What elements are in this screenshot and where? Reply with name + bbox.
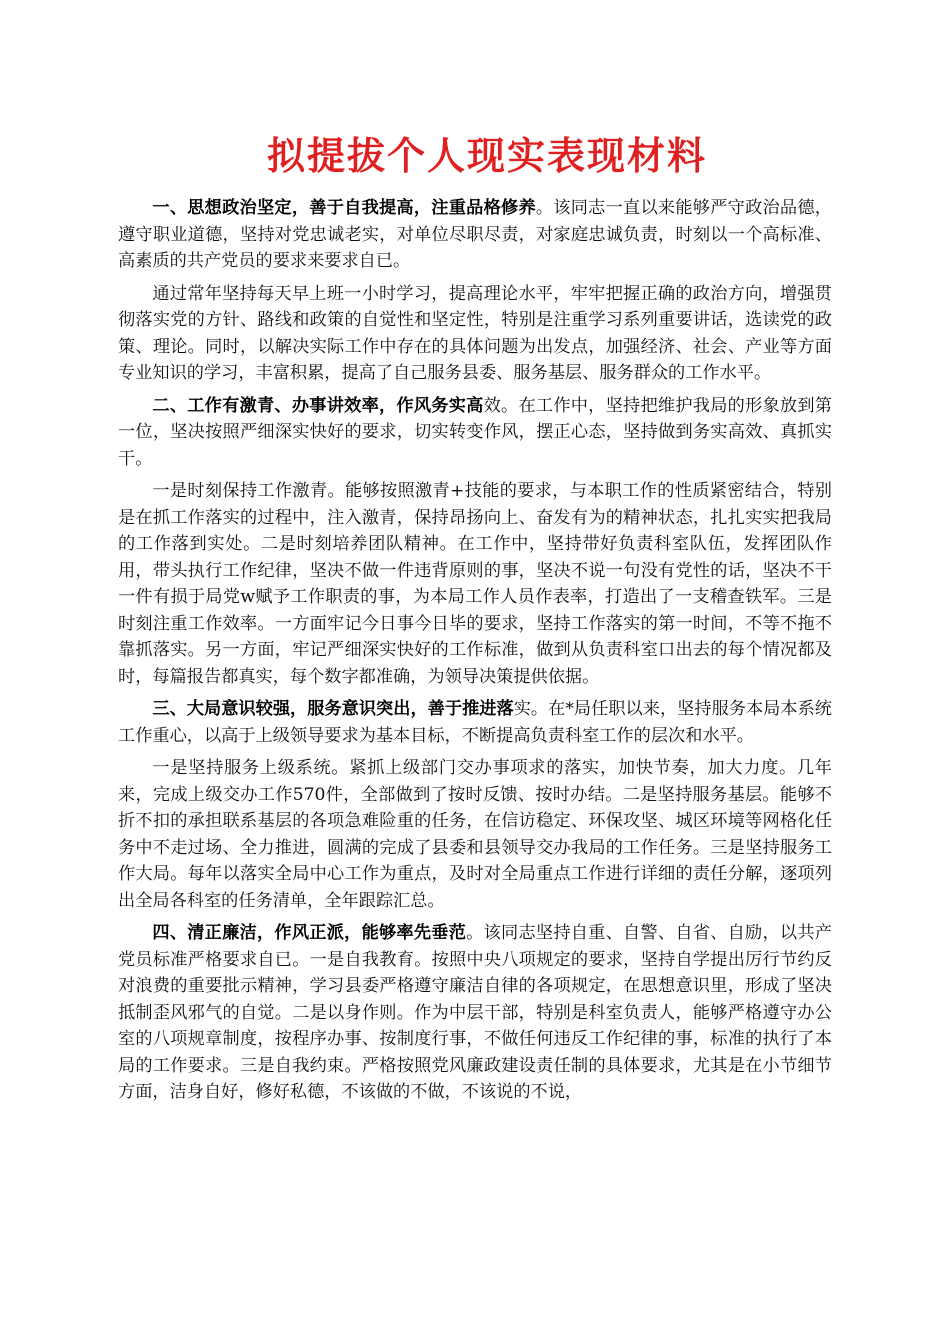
paragraph-7 bbox=[118, 920, 832, 1106]
section-heading-3: 三、大局意识较强，服务意识突出，善于推进落 bbox=[152, 699, 514, 719]
document-page bbox=[118, 130, 832, 1112]
paragraph-text: 。该同志坚持自重、自警、自省、自励，以共产党员标准严格要求自已。一是自我教育。按照中央八项规定的要求，坚持自学提出厉行节约反对浪费的重要批示精神，学习县委严格遵守廉洁自律的各项规定，在思想意识里，形成了坚决抵制歪风邪气的自觉。二是以身作则。作为中层干部，特别是科室负责人，能够严格遵守办公室的八项规章制度，按程序办事、按制度行事，不做任何违反工作纪律的事，标准的执行了本局的工作要求。三是自我约束。严格按照党风廉政建设责任制的具体要求，尤其是在小节细节方面，洁身自好，修好私德，不该做的不做，不该说的不说， bbox=[118, 923, 832, 1102]
section-heading-2: 二、工作有激青、办事讲效率，作风务实高 bbox=[152, 395, 484, 416]
paragraph-3 bbox=[118, 393, 832, 473]
paragraph-text: 。该同志一直以来能够严守政治品德，遵守职业道德，坚持对党忠诚老实，对单位尽职尽责，对家庭忠诚负责，时刻以一个高标准、高素质的共产党员的要求来要求自已。 bbox=[118, 198, 832, 271]
paragraph-text: 效。在工作中，坚持把维护我局的形象放到第一位，坚决按照严细深实快好的要求，切实转变作风，摆正心态，坚持做到务实高效、真抓实干。 bbox=[118, 395, 832, 469]
paragraph-1 bbox=[118, 195, 832, 275]
paragraph-2 bbox=[118, 281, 832, 387]
paragraph-text: 通过常年坚持每天早上班一小时学习，提高理论水平，牢牢把握正确的政治方向，增强贯彻落实党的方针、路线和政策的自觉性和坚定性，特别是注重学习系列重要讲话，选读党的政策、理论。同时，以解决实际工作中存在的具体问题为出发点，加强经济、社会、产业等方面专业知识的学习，丰富积累，提高了自己服务县委、服务基层、服务群众的工作水平。 bbox=[118, 283, 832, 383]
paragraph-6 bbox=[118, 755, 832, 914]
section-heading-4: 四、清正廉洁，作风正派，能够率先垂范 bbox=[152, 923, 467, 943]
document-title: 拟提拔个人现实表现材料 bbox=[266, 133, 707, 178]
paragraph-text: 一是时刻保持工作激青。能够按照激青+技能的要求，与本职工作的性质紧密结合，特别是在抓工作落实的过程中，注入激青，保持昂扬向上、奋发有为的精神状态，扎扎实实把我局的工作落到实处。二是时刻培养团队精神。在工作中，坚持带好负责科室队伍，发挥团队作用，带头执行工作纪律，坚决不做一件违背原则的事，坚决不说一句没有党性的话，坚决不干一件有损于局党w赋予工作职责的事，为本局工作人员作表率，打造出了一支稽查铁军。三是时刻注重工作效率。一方面牢记今日事今日毕的要求，坚持工作落实的第一时间，不等不拖不靠抓落实。另一方面，牢记严细深实快好的工作标准，做到从负责科室口出去的每个情况都及时，每篇报告都真实，每个数字都准确，为领导决策提供依据。 bbox=[118, 481, 832, 687]
paragraph-5 bbox=[118, 696, 832, 749]
paragraph-text: 实。在*局任职以来，坚持服务本局本系统工作重心，以高于上级领导要求为基本目标，不断提高负责科室工作的层次和水平。 bbox=[118, 699, 832, 746]
section-heading-1: 一、思想政治坚定，善于自我提高，注重品格修养 bbox=[152, 198, 536, 218]
paragraph-4 bbox=[118, 478, 832, 690]
paragraph-text: 一是坚持服务上级系统。紧抓上级部门交办事项求的落实，加快节奏，加大力度。几年来，完成上级交办工作570件，全部做到了按时反馈、按时办结。二是坚持服务基层。能够不折不扣的承担联系基层的各项急难险重的任务，在信访稳定、环保攻坚、城区环境等网格化任务中不走过场、全力推进，圆满的完成了县委和县领导交办我局的工作任务。三是坚持服务工作大局。每年以落实全局中心工作为重点，及时对全局重点工作进行详细的责任分解，逐项列出全局各科室的任务清单，全年跟踪汇总。 bbox=[118, 758, 832, 911]
